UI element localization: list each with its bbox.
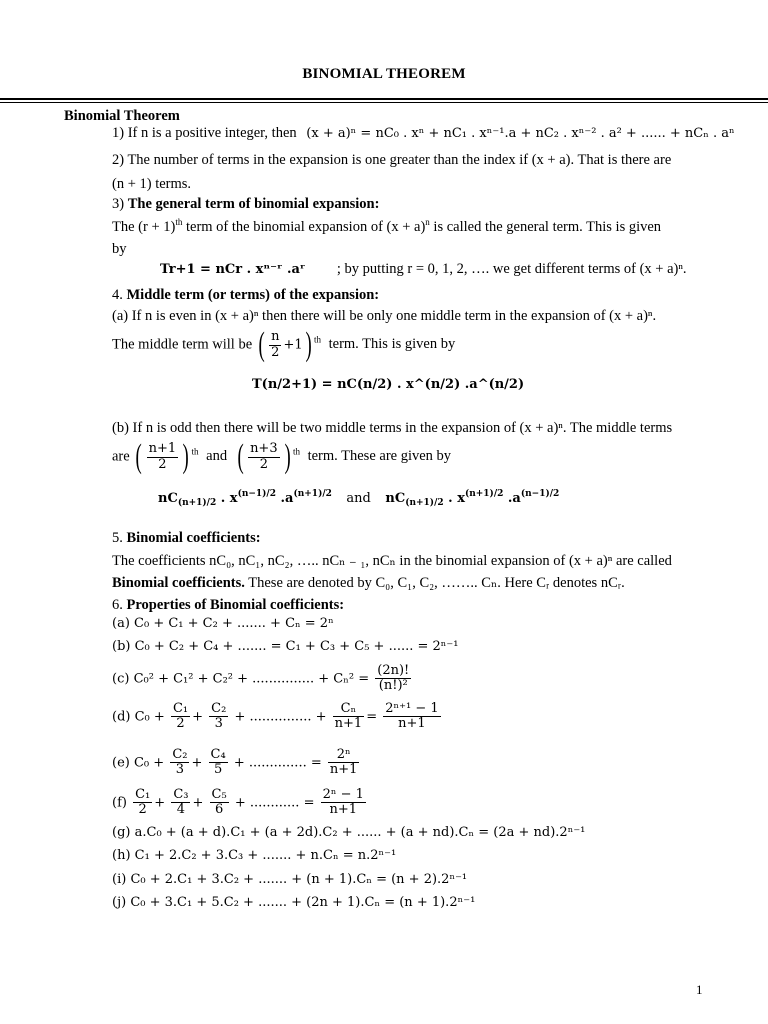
statement-2-line1: 2) The number of terms in the expansion is one greater than the index if (x + a). That is there are [112,152,672,168]
fraction: $\frac{\text{2ⁿ}}{n+1}$ [329,747,358,778]
left-paren: ( [237,438,244,475]
property-label: (c) [112,671,130,687]
s5-rest: These are denoted by C₀, C₁, C₂, …….. Cₙ. Here Cᵣ denotes nCᵣ. [244,575,625,591]
fraction: $\frac{\text{C₂}}{3}$ [211,701,227,732]
section-4-number: 4. [112,287,123,303]
general-term-formula [160,261,687,278]
general-term-note: ; by putting r = 0, 1, 2, …. we get different terms of (x + a)ⁿ. [336,261,687,277]
s3-l1a: The (r + 1) [112,219,176,235]
property-expr: C₀ + [133,755,165,771]
page-title: BINOMIAL THEOREM [302,66,466,82]
section-5-heading [112,530,261,547]
property-j [112,896,475,911]
general-term-expr: Tr+1 = nCr . xⁿ⁻ʳ .aʳ [160,262,306,277]
property-g [112,826,585,841]
property-label: (f) [112,795,127,811]
section-6-title: Properties of Binomial coefficients: [126,597,345,613]
property-label: (j) [112,895,127,910]
statement-1-formula: (x + a)ⁿ = nC₀ . xⁿ + nC₁ . xⁿ⁻¹.a + nC₂ . xⁿ⁻² . a² + ...... + nCₙ . aⁿ [306,126,735,141]
property-c [112,664,413,694]
statement-1-text: 1) If n is a positive integer, then [112,125,297,141]
section-5-line2 [112,575,625,592]
property-f: (f) $\frac{\text{C₁}}{2}$ + $\frac{\text{C₃}}{4}$ + $\frac{\text{C₅}}{6}$ + ............ = $\frac{\text{2ⁿ − 1}}{n+1}$ [112,787,364,818]
section-3-number: 3) [112,196,125,212]
section-3-heading [112,196,379,213]
odd-formula-and: and [346,491,371,506]
section-heading: Binomial Theorem [64,108,180,124]
dots: + ............ = [234,795,315,811]
property-c-fraction: $\frac{(2n)!}{\text{(n!)²}}$ [377,663,410,694]
fraction: $\frac{\text{C₄}}{5}$ [210,747,226,778]
plus-one: +1 [283,337,303,353]
fraction: $\frac{\text{C₃}}{4}$ [173,787,189,818]
fraction: $\frac{\text{C₁}}{2}$ [172,701,189,732]
property-label: (h) [112,848,131,863]
property-label: (g) [112,825,131,840]
s4a-post: term. This is given by [328,336,456,353]
binomial-coefficients-term: Binomial coefficients. [112,575,245,591]
property-label: (e) [112,755,130,771]
s4b-th1: th [191,446,199,457]
n-over-2-fraction: $\frac{n}{2}$ [271,329,280,360]
s4a-pre: The middle term will be [112,336,253,353]
s4a-th: th [313,334,321,345]
property-expr: C₁ + 2.C₂ + 3.C₃ + ....... + n.Cₙ = n.2ⁿ⁻¹ [134,848,397,863]
page-number: 1 [696,982,703,997]
dots: + ............... + [234,709,327,725]
property-h [112,849,396,864]
fraction: $\frac{\text{2ⁿ − 1}}{n+1}$ [322,787,364,818]
n-plus-1-over-2: $\frac{n+1}{2}$ [148,441,177,472]
s3-sup-th: th [175,217,183,227]
property-a [112,617,334,632]
title-rule-thick [0,98,768,100]
s3-sup-n: n [425,217,430,227]
property-expr: C₀ + C₂ + C₄ + ....... = C₁ + C₃ + C₅ + ...... = 2ⁿ⁻¹ [134,639,459,654]
s3-l1c: is called the general term. This is given [429,219,662,235]
fraction: $\frac{\text{C₂}}{3}$ [172,747,188,778]
right-paren: ) [305,326,312,363]
property-expr: C₀ + 3.C₁ + 5.C₂ + ....... + (2n + 1).Cₙ = (n + 1).2ⁿ⁻¹ [130,895,476,910]
right-paren: ) [284,438,291,475]
section-3-line2: by [112,241,127,257]
section-6-number: 6. [112,597,123,613]
fraction: $\frac{\text{2ⁿ⁺¹ − 1}}{n+1}$ [385,701,439,732]
property-expr: C₀ + 2.C₁ + 3.C₂ + ....... + (n + 1).Cₙ = (n + 2).2ⁿ⁻¹ [130,872,468,887]
title-rule-thin [0,102,768,103]
section-4a-middle [112,328,455,362]
statement-1 [112,125,735,142]
section-5-title: Binomial coefficients: [126,530,261,546]
property-expr: C₀ + [134,709,165,725]
s3-l1b: term of the binomial expansion of (x + a) [182,219,426,235]
s4b-th2: th [292,446,300,457]
n-plus-3-over-2: $\frac{n+3}{2}$ [250,441,278,472]
dots: + .............. = [233,755,322,771]
section-4-heading [112,287,379,304]
property-label: (d) [112,709,131,725]
property-b [112,640,459,655]
property-i [112,873,467,888]
section-5-line1: The coefficients nC₀, nC₁, nC₂, ….. nCₙ ₋ ₁, nCₙ in the binomial expansion of (x + a)ⁿ are called [112,553,672,569]
section-4b-middle [112,440,451,474]
section-3-line1 [112,219,661,236]
left-paren: ( [135,438,143,475]
s4b-post: term. These are given by [307,448,452,465]
property-label: (b) [112,639,131,654]
fraction: $\frac{\text{Cₙ}}{n+1}$ [334,701,363,732]
property-expr: C₀ + C₁ + C₂ + ....... + Cₙ = 2ⁿ [134,616,334,631]
property-e: (e) C₀ + $\frac{\text{C₂}}{3}$ + $\frac{\text{C₄}}{5}$ + .............. = $\frac{\text{2ⁿ}}{n+1}$ [112,747,358,778]
section-4b-line: (b) If n is odd then there will be two middle terms in the expansion of (x + a)ⁿ. The middle terms [112,420,673,436]
fraction: $\frac{\text{C₁}}{2}$ [135,787,151,818]
left-paren: ( [258,326,265,363]
property-expr: C₀² + C₁² + C₂² + ............... + Cₙ² = [133,671,370,687]
property-label: (a) [112,616,130,631]
s4b-and: and [206,448,228,465]
property-d: (d) C₀ + $\frac{\text{C₁}}{2}$ + $\frac{\text{C₂}}{3}$ + ............... + $\frac{\text{Cₙ}}{n+1}$ = $\frac{\text{2ⁿ⁺¹ − 1}}{n+1}$ [112,701,439,732]
section-4a-line: (a) If n is even in (x + a)ⁿ then there will be only one middle term in the expansion of (x + a)ⁿ. [112,308,657,324]
section-6-heading [112,597,344,614]
section-3-title: The general term of binomial expansion: [127,196,380,212]
middle-term-even-formula: T(n/2+1) = nC(n/2) . x^(n/2) .a^(n/2) [252,377,525,392]
fraction: $\frac{\text{C₅}}{6}$ [211,787,227,818]
property-expr: a.C₀ + (a + d).C₁ + (a + 2d).C₂ + ...... + (a + nd).Cₙ = (2a + nd).2ⁿ⁻¹ [134,825,586,840]
section-4-title: Middle term (or terms) of the expansion: [126,287,380,303]
section-5-number: 5. [112,530,123,546]
property-label: (i) [112,872,127,887]
statement-2-line2: (n + 1) terms. [112,176,192,192]
right-paren: ) [182,438,189,475]
s4b-are: are [112,448,130,465]
middle-terms-odd-formula: $nC_{(n+1)/2}$ . $x^{(n-1)/2}$ $.a^{(n+1)/2}$ and $nC_{(n+1)/2}$ . $x^{(n+1)/2}$ $.a^{(n-1)/2}$ [158,489,560,508]
